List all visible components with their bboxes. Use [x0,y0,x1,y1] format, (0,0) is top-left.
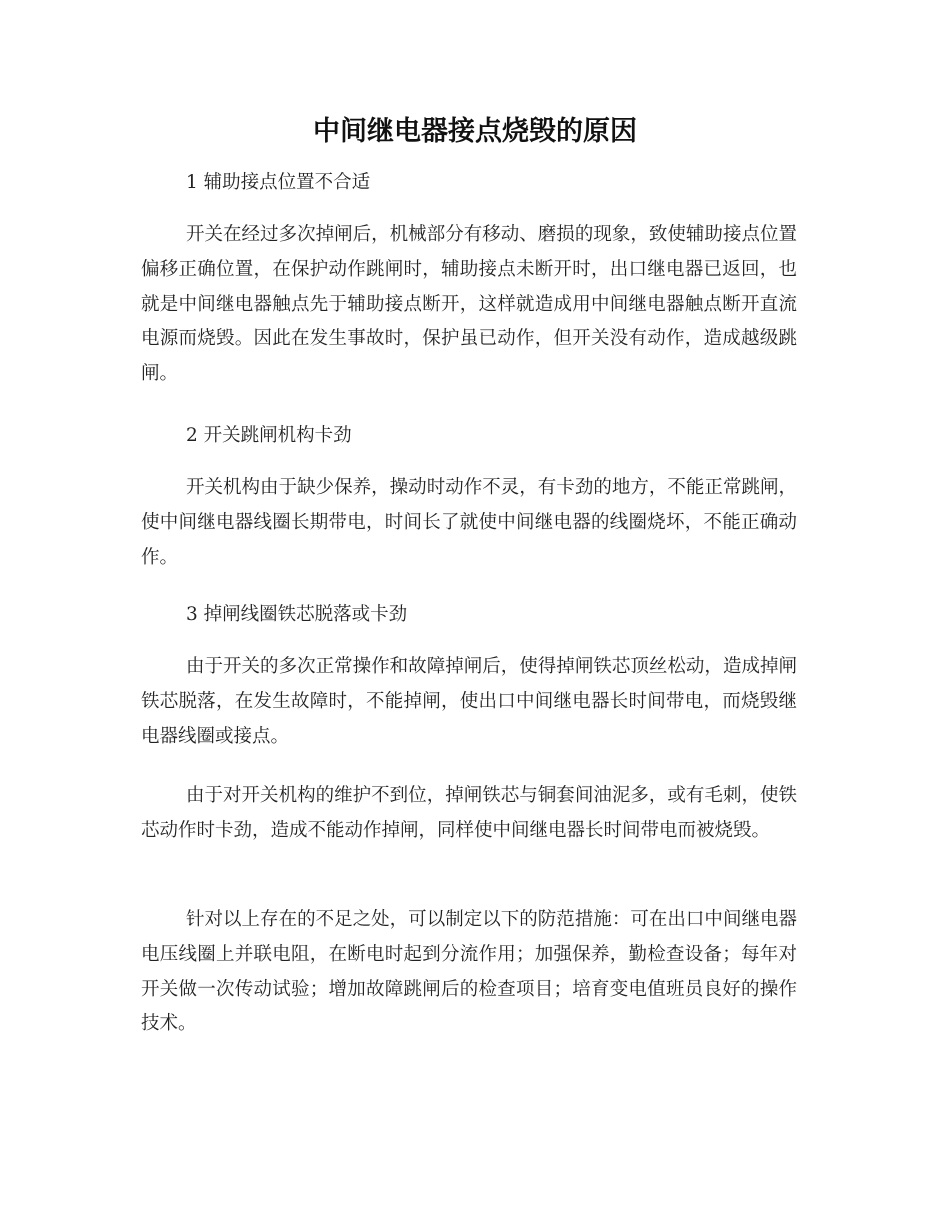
section-heading-2: 2 开关跳闸机构卡劲 [186,425,352,446]
section-paragraph-2: 开关机构由于缺少保养，操动时动作不灵，有卡劲的地方，不能正常跳闸，使中间继电器线圈长期带电，时间长了就使中间继电器的线圈烧坏，不能正确动作。 [141,477,797,568]
section-heading-3: 3 掉闸线圈铁芯脱落或卡劲 [186,604,408,625]
section-paragraph-3a: 由于开关的多次正常操作和故障掉闸后，使得掉闸铁芯顶丝松动，造成掉闸铁芯脱落，在发生故障时，不能掉闸，使出口中间继电器长时间带电，而烧毁继电器线圈或接点。 [141,656,797,747]
section-paragraph-3b: 由于对开关机构的维护不到位，掉闸铁芯与铜套间油泥多，或有毛刺，使铁芯动作时卡劲，造成不能动作掉闸，同样使中间继电器长时间带电而被烧毁。 [141,785,797,841]
section-paragraph-1: 开关在经过多次掉闸后，机械部分有移动、磨损的现象，致使辅助接点位置偏移正确位置，在保护动作跳闸时，辅助接点未断开时，出口继电器已返回，也就是中间继电器触点先于辅助接点断开，这样就造成用中间继电器触点断开直流电源而烧毁。因此在发生事故时，保护虽已动作，但开关没有动作，造成越级跳闸。 [141,224,797,385]
conclusion-paragraph: 针对以上存在的不足之处，可以制定以下的防范措施：可在出口中间继电器电压线圈上并联电阻，在断电时起到分流作用；加强保养，勤检查设备；每年对开关做一次传动试验；增加故障跳闸后的检查项目；培育变电值班员良好的操作技术。 [141,909,797,1035]
section-heading-1: 1 辅助接点位置不合适 [186,172,371,193]
document-title: 中间继电器接点烧毁的原因 [313,116,637,147]
